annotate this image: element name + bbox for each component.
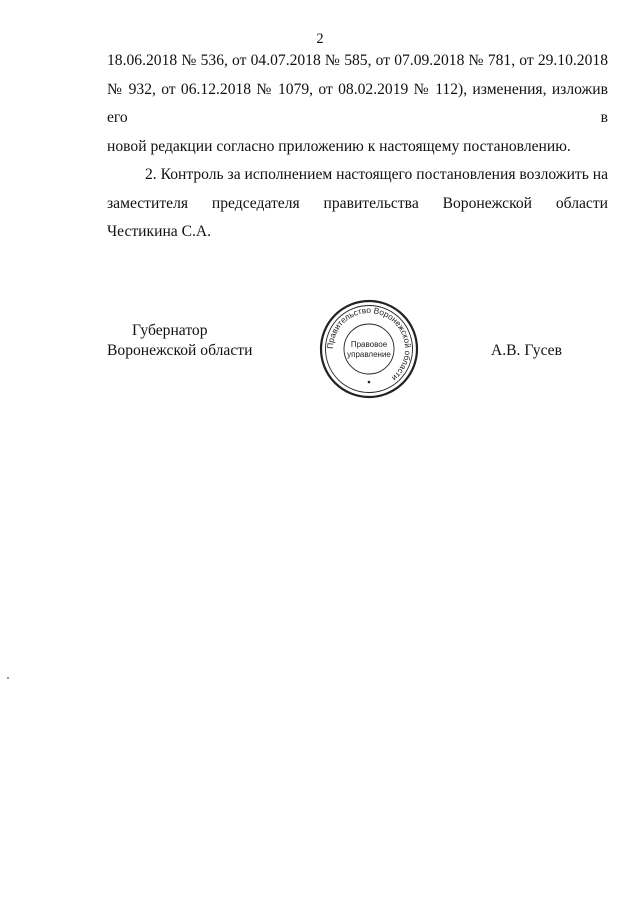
paragraph-2-line-3: Честикина С.А.	[107, 223, 212, 240]
stamp-ring-text: Правительство Воронежской области	[324, 304, 414, 384]
stamp-inner-ring	[344, 324, 394, 374]
signatory-name: А.В. Гусев	[491, 342, 562, 359]
document-body	[107, 47, 608, 247]
signatory-region: Воронежской области	[107, 342, 253, 359]
stamp-center-line-2: управление	[347, 350, 391, 359]
paragraph-2-line-2: заместителя председателя правительства Воронежской области	[107, 194, 608, 212]
signatory-title: Губернатор	[132, 322, 208, 339]
stamp-dot	[368, 381, 371, 384]
stamp-middle-ring	[326, 306, 413, 393]
paragraph-2-line-1: 2. Контроль за исполнением настоящего постановления возложить на	[145, 166, 609, 183]
scan-speck	[7, 677, 9, 679]
official-stamp	[318, 298, 420, 400]
paragraph-1-line-2: № 932, от 06.12.2018 № 1079, от 08.02.2019 № 112), изменения, изложив его в	[107, 80, 608, 126]
stamp-center-line-1: Правовое	[350, 340, 388, 349]
paragraph-1-line-3: новой редакции согласно приложению к настоящему постановлению.	[107, 137, 571, 155]
page-number: 2	[316, 31, 324, 47]
paragraph-1-line-1: 18.06.2018 № 536, от 04.07.2018 № 585, от 07.09.2018 № 781, от 29.10.2018	[107, 52, 608, 69]
